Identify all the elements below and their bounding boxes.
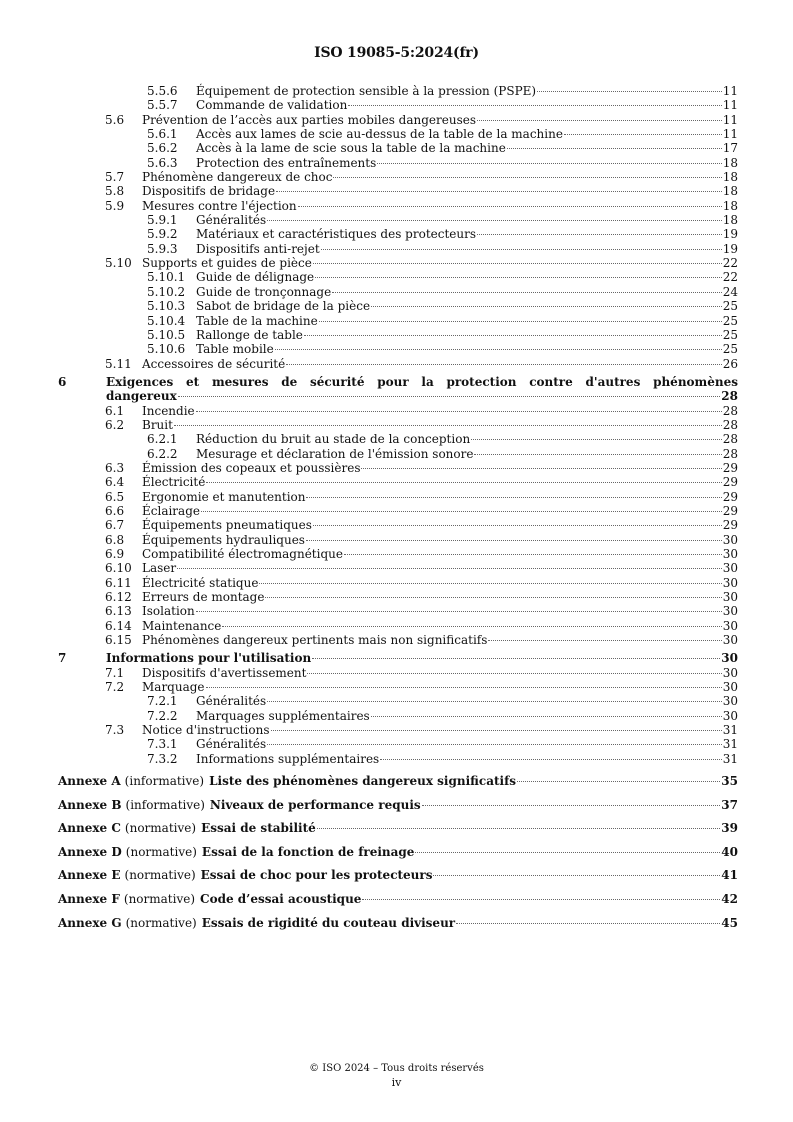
toc-entry-title: Équipement de protection sensible à la pression (PSPE) [196, 84, 537, 98]
toc-entry-page: 11 [722, 84, 738, 98]
toc-entry-title: Marquage [142, 680, 205, 695]
toc-entry[interactable] [58, 127, 738, 141]
leader-dots [312, 658, 720, 659]
leader-dots [456, 923, 720, 924]
toc-entry-number: 6.5 [105, 489, 125, 504]
leader-dots [415, 852, 720, 853]
toc-entry[interactable] [58, 694, 738, 708]
toc-entry-number: 5.9 [105, 198, 125, 213]
leader-dots [488, 640, 721, 641]
leader-dots [477, 120, 722, 121]
leader-dots [517, 781, 720, 782]
leader-dots [422, 805, 721, 806]
toc-entry-title: Équipements pneumatiques [142, 518, 312, 533]
toc-entry-title: Guide de tronçonnage [196, 284, 332, 299]
toc-entry-page: 17 [722, 141, 738, 156]
toc-entry-page: 19 [722, 227, 738, 242]
toc-entry[interactable] [58, 590, 738, 604]
leader-dots [507, 148, 722, 149]
toc-section-6 [58, 404, 738, 648]
toc-entry[interactable] [58, 170, 738, 184]
annex-title: Essais de rigidité du couteau diviseur [201, 915, 456, 930]
toc-entry-title: Accès aux lames de scie au-dessus de la table de la machine [196, 127, 563, 142]
toc-entry-page: 18 [722, 155, 738, 170]
toc-entry-page: 18 [722, 198, 738, 213]
toc-entry[interactable] [58, 270, 738, 284]
toc-entry-page: 30 [722, 665, 738, 680]
toc-entry-title-line1: Exigences et mesures de sécurité pour la protection contre d'autres phénomènes [106, 374, 738, 389]
toc-entry-page: 24 [722, 284, 738, 299]
toc-entry[interactable] [58, 285, 738, 299]
page-number: iv [391, 1076, 402, 1089]
toc-entry-page: 29 [722, 503, 738, 518]
toc-entry[interactable] [58, 314, 738, 328]
toc-entry[interactable] [58, 84, 738, 98]
toc-annex-entry[interactable] [58, 798, 738, 812]
toc-entry-number: 5.7 [105, 170, 125, 185]
toc-entry-page: 25 [722, 342, 738, 357]
annex-name: Annexe D [58, 844, 122, 859]
annex-type: (normative) [123, 892, 196, 906]
toc-entry-title: Ergonomie et manutention [142, 489, 306, 504]
toc-entry[interactable] [58, 213, 738, 227]
toc-entry-page: 30 [721, 651, 738, 666]
toc-entry[interactable] [58, 737, 738, 751]
toc-entry[interactable] [58, 328, 738, 342]
toc-entry-number: 6.2 [105, 417, 125, 432]
toc-entry-title: Maintenance [142, 618, 222, 633]
toc-entry[interactable] [58, 518, 738, 532]
toc-entry-number: 7.3.1 [147, 737, 178, 752]
toc-entry-page: 25 [722, 299, 738, 314]
toc-entry-number: 7.3 [105, 723, 125, 738]
toc-entry-number: 6.10 [105, 561, 132, 576]
toc-entry-title: Équipements hydrauliques [142, 532, 305, 547]
annex-page: 39 [721, 821, 738, 836]
toc-entry-page: 31 [722, 751, 738, 766]
annex-page: 35 [721, 774, 738, 789]
toc-entry-page: 29 [722, 475, 738, 490]
leader-dots [201, 511, 722, 512]
toc-entry-number: 6.11 [105, 575, 132, 590]
toc-entry-title: Informations pour l'utilisation [106, 651, 312, 666]
leader-dots [196, 411, 722, 412]
toc-entry-page: 30 [722, 680, 738, 695]
toc-entry[interactable] [58, 113, 738, 127]
toc-entry-title: Informations supplémentaires [196, 751, 380, 766]
toc-entry[interactable] [58, 651, 738, 665]
toc-entry-number: 6.4 [105, 475, 125, 490]
toc-entry-number: 7.2.1 [147, 694, 178, 709]
toc-entry[interactable] [58, 461, 738, 475]
toc-entry-page: 11 [722, 127, 738, 142]
toc-entry-page: 18 [722, 170, 738, 185]
toc-entry-title: Commande de validation [196, 98, 348, 113]
toc-annex-entry[interactable] [58, 821, 738, 835]
toc-entry-number: 6.1 [105, 403, 125, 418]
toc-entry-title: Isolation [142, 604, 195, 619]
annex-title: Essai de choc pour les protecteurs [200, 868, 433, 883]
leader-dots [298, 206, 722, 207]
toc-entry-title: Supports et guides de pièce [142, 256, 312, 271]
toc-entry-number: 5.10.4 [147, 313, 186, 328]
leader-dots [371, 306, 722, 307]
toc-entry-number: 5.10.5 [147, 327, 186, 342]
toc-entry-title: Phénomène dangereux de choc [142, 170, 333, 185]
toc-entry-number: 5.6 [105, 112, 125, 127]
toc-entry-number: 5.8 [105, 184, 125, 199]
annex-type: (informative) [124, 774, 205, 789]
toc-entry-number: 5.11 [105, 356, 132, 371]
toc-entry-number: 5.5.7 [147, 98, 178, 113]
annex-page: 37 [721, 797, 738, 812]
toc-entry-title: Électricité statique [142, 575, 259, 590]
toc-entry-page: 30 [722, 561, 738, 576]
leader-dots [537, 91, 722, 92]
toc-entry-title: Mesurage et déclaration de l'émission sonore [196, 446, 474, 461]
toc-entry[interactable] [58, 447, 738, 461]
toc-entry[interactable] [58, 98, 738, 112]
toc-entry-number: 6.9 [105, 547, 125, 561]
toc-entry-title: Erreurs de montage [142, 590, 265, 605]
toc-entry-title: Phénomènes dangereux pertinents mais non significatifs [142, 633, 488, 648]
toc-entry-number: 5.5.6 [147, 84, 178, 98]
toc-entry[interactable] [58, 475, 738, 489]
toc-entry-number: 6.14 [105, 618, 132, 633]
toc-entry-number: 5.6.1 [147, 127, 178, 142]
toc-entry-title: Rallonge de table [196, 327, 303, 342]
annex-title: Code d’essai acoustique [200, 892, 362, 906]
leader-dots [306, 540, 722, 541]
toc-entry[interactable] [58, 490, 738, 504]
leader-dots [275, 349, 722, 350]
toc-entry-page: 31 [722, 723, 738, 738]
toc-annex-entry[interactable] [58, 868, 738, 882]
toc-entry-title: Bruit [142, 417, 173, 432]
leader-dots [178, 396, 721, 397]
toc-entry-page: 29 [722, 489, 738, 504]
leader-dots [313, 525, 722, 526]
toc-entry-title: Dispositifs de bridage [142, 184, 276, 199]
leader-dots [265, 597, 721, 598]
toc-entry-page: 30 [722, 694, 738, 709]
toc-entry-page: 26 [722, 356, 738, 371]
toc-entry-page: 25 [722, 327, 738, 342]
toc-entry-number: 6.8 [105, 532, 125, 547]
annex-name: Annexe C [58, 821, 121, 836]
toc-entry-page: 18 [722, 184, 738, 199]
toc-entry[interactable] [58, 561, 738, 575]
leader-dots [271, 730, 722, 731]
toc-entry[interactable] [58, 709, 738, 723]
leader-dots [267, 220, 722, 221]
toc-annex-entry[interactable] [58, 774, 738, 788]
toc-entry[interactable] [58, 547, 738, 561]
annex-type: (normative) [125, 915, 197, 930]
toc-entry-number: 5.9.1 [147, 213, 178, 228]
toc-entry-page: 28 [721, 389, 738, 404]
leader-dots [317, 828, 721, 829]
copyright-notice: © ISO 2024 – Tous droits réservés [309, 1063, 484, 1074]
toc-entry-page: 19 [722, 241, 738, 256]
toc-entry[interactable] [58, 256, 738, 270]
toc-entry-number: 5.10.2 [147, 284, 186, 299]
toc-entry-page: 28 [722, 403, 738, 418]
toc-entry-title: Sabot de bridage de la pièce [196, 299, 371, 314]
toc-entry-number: 6.2.2 [147, 446, 178, 461]
toc-entry-page: 30 [722, 633, 738, 648]
toc-entry-page: 30 [722, 604, 738, 619]
leader-dots [267, 701, 722, 702]
toc-entry-page: 25 [722, 313, 738, 328]
leader-dots [286, 364, 722, 365]
toc-entry[interactable] [58, 418, 738, 432]
annex-page: 45 [721, 915, 738, 930]
annex-type: (normative) [124, 821, 197, 836]
toc-entry-page: 28 [722, 432, 738, 447]
toc-entry[interactable] [58, 666, 738, 680]
toc-entry-title: Mesures contre l'éjection [142, 198, 297, 213]
leader-dots [344, 554, 722, 555]
leader-dots [348, 105, 721, 106]
toc-entry[interactable] [58, 680, 738, 694]
toc-entry-page: 11 [722, 112, 738, 127]
leader-dots [304, 335, 722, 336]
leader-dots [177, 568, 722, 569]
leader-dots [332, 292, 722, 293]
toc-annex-entry[interactable] [58, 845, 738, 859]
toc-entry[interactable] [58, 752, 738, 766]
toc-entry-title: Prévention de l’accès aux parties mobiles dangereuses [142, 112, 477, 127]
leader-dots [313, 263, 722, 264]
toc-entry-number: 7.3.2 [147, 751, 178, 766]
toc-entry-6[interactable] [58, 375, 738, 404]
toc-entry-title: Laser [142, 561, 177, 576]
toc-section-5 [58, 84, 738, 371]
toc-entry-number: 6.13 [105, 604, 132, 619]
toc-entry-number: 6.7 [105, 518, 125, 533]
leader-dots [174, 425, 722, 426]
leader-dots [315, 277, 722, 278]
toc-entry-number: 7.2 [105, 680, 125, 695]
toc-entry[interactable] [58, 242, 738, 256]
toc-entry-title: Dispositifs d'avertissement [142, 665, 307, 680]
toc-entry[interactable] [58, 299, 738, 313]
toc-entry[interactable] [58, 432, 738, 446]
annex-name: Annexe F [58, 892, 120, 906]
toc-entry-number: 5.10.6 [147, 342, 186, 357]
toc-entry-title: Guide de délignage [196, 270, 315, 285]
toc-entry[interactable] [58, 619, 738, 633]
toc-entry-title: Accès à la lame de scie sous la table de la machine [196, 141, 506, 156]
leader-dots [471, 439, 722, 440]
leader-dots [321, 249, 722, 250]
toc-entry-page: 30 [722, 547, 738, 561]
toc-entry-page: 29 [722, 460, 738, 475]
toc-entry[interactable] [58, 533, 738, 547]
annex-page: 42 [721, 892, 738, 906]
toc-entry-number: 7.2.2 [147, 708, 178, 723]
leader-dots [206, 482, 721, 483]
annex-name: Annexe E [58, 868, 121, 883]
leader-dots [222, 626, 721, 627]
annex-title: Essai de stabilité [201, 821, 316, 836]
toc-entry-page: 28 [722, 446, 738, 461]
leader-dots [474, 454, 721, 455]
toc-entry-number: 5.9.2 [147, 227, 178, 242]
annex-type: (informative) [125, 797, 205, 812]
table-of-contents [58, 84, 738, 930]
toc-entry-title: Dispositifs anti-rejet [196, 241, 320, 256]
toc-entry-page: 30 [722, 575, 738, 590]
leader-dots [380, 759, 722, 760]
leader-dots [564, 134, 722, 135]
toc-entry-number: 7.1 [105, 665, 125, 680]
toc-entry-number: 5.10.3 [147, 299, 186, 314]
toc-entry-number: 5.10 [105, 256, 132, 271]
toc-entry-title-line2: dangereux [106, 389, 177, 404]
toc-entry-title: Généralités [196, 694, 267, 709]
toc-entry-title: Accessoires de sécurité [142, 356, 286, 371]
toc-annex-entry[interactable] [58, 892, 738, 906]
document-header: ISO 19085-5:2024(fr) [314, 45, 479, 61]
toc-entry-number: 6.2.1 [147, 432, 178, 447]
toc-entry-page: 30 [722, 532, 738, 547]
toc-entry-number: 5.6.2 [147, 141, 178, 156]
toc-entry-title: Émission des copeaux et poussières [142, 460, 361, 475]
toc-entry-title: Marquages supplémentaires [196, 708, 370, 723]
annex-title: Liste des phénomènes dangereux significatifs [209, 774, 516, 789]
toc-entry-page: 29 [722, 518, 738, 533]
toc-entry-title: Matériaux et caractéristiques des protecteurs [196, 227, 477, 242]
leader-dots [361, 468, 721, 469]
toc-entry[interactable] [58, 227, 738, 241]
toc-entry[interactable] [58, 199, 738, 213]
leader-dots [333, 177, 721, 178]
toc-entry-title: Table mobile [196, 342, 274, 357]
toc-entry-number: 6.3 [105, 460, 125, 475]
toc-entry-title: Table de la machine [196, 313, 318, 328]
annex-type: (normative) [124, 868, 196, 883]
toc-entry-number: 6.12 [105, 590, 132, 605]
annex-name: Annexe G [58, 915, 122, 930]
toc-entry-number: 6.15 [105, 633, 132, 648]
leader-dots [377, 163, 721, 164]
toc-entry-page: 11 [722, 98, 738, 113]
toc-annexes [58, 774, 738, 930]
leader-dots [362, 899, 720, 900]
toc-entry[interactable] [58, 576, 738, 590]
annex-page: 40 [721, 844, 738, 859]
leader-dots [371, 716, 722, 717]
leader-dots [267, 744, 722, 745]
toc-entry-number: 6 [58, 374, 67, 389]
toc-entry-page: 30 [722, 708, 738, 723]
page-footer [0, 1062, 793, 1090]
leader-dots [306, 497, 721, 498]
toc-entry-page: 28 [722, 417, 738, 432]
toc-entry-title: Protection des entraînements [196, 155, 377, 170]
toc-entry-title: Généralités [196, 737, 267, 752]
leader-dots [259, 583, 721, 584]
toc-entry-number: 6.6 [105, 503, 125, 518]
annex-title: Essai de la fonction de freinage [201, 844, 415, 859]
annex-name: Annexe B [58, 797, 122, 812]
toc-entry-number: 5.10.1 [147, 270, 186, 285]
toc-entry-page: 31 [722, 737, 738, 752]
toc-entry-title: Électricité [142, 475, 206, 490]
toc-entry-title: Généralités [196, 213, 267, 228]
leader-dots [319, 321, 722, 322]
annex-page: 41 [721, 868, 738, 883]
annex-title: Niveaux de performance requis [209, 797, 421, 812]
leader-dots [276, 191, 722, 192]
toc-section-7 [58, 651, 738, 766]
toc-entry-page: 22 [722, 270, 738, 285]
toc-entry-number: 7 [58, 651, 67, 666]
toc-entry[interactable] [58, 141, 738, 155]
toc-entry-page: 30 [722, 618, 738, 633]
toc-entry-page: 18 [722, 213, 738, 228]
toc-entry-number: 5.9.3 [147, 241, 178, 256]
toc-entry-number: 5.6.3 [147, 155, 178, 170]
toc-entry[interactable] [58, 404, 738, 418]
toc-entry-title: Notice d'instructions [142, 723, 270, 738]
leader-dots [206, 687, 722, 688]
annex-name: Annexe A [58, 774, 121, 789]
toc-entry[interactable] [58, 156, 738, 170]
toc-entry-title: Incendie [142, 403, 195, 418]
toc-entry-title: Réduction du bruit au stade de la conception [196, 432, 471, 447]
annex-type: (normative) [125, 844, 197, 859]
leader-dots [433, 875, 720, 876]
toc-entry-page: 22 [722, 256, 738, 271]
toc-entry-title: Éclairage [142, 503, 200, 518]
toc-entry-title: Compatibilité électromagnétique [142, 547, 343, 561]
leader-dots [477, 234, 722, 235]
toc-entry[interactable] [58, 342, 738, 356]
toc-entry[interactable] [58, 357, 738, 371]
leader-dots [196, 611, 722, 612]
toc-entry[interactable] [58, 184, 738, 198]
toc-annex-entry[interactable] [58, 916, 738, 930]
toc-entry[interactable] [58, 633, 738, 647]
toc-entry-page: 30 [722, 590, 738, 605]
toc-entry[interactable] [58, 504, 738, 518]
toc-entry[interactable] [58, 723, 738, 737]
toc-entry[interactable] [58, 604, 738, 618]
leader-dots [307, 673, 721, 674]
